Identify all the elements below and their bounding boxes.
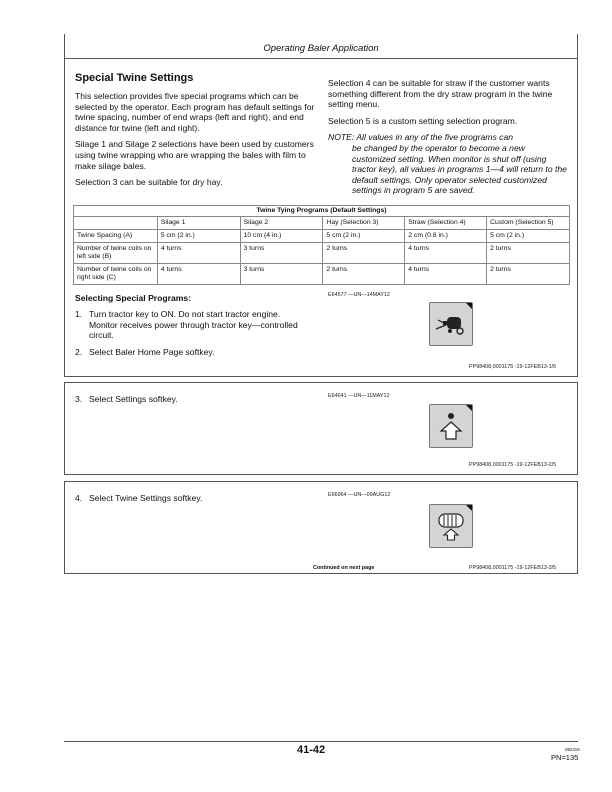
- figure-reference: E64641 —UN—11MAY12: [328, 393, 390, 399]
- custom-paragraph: Selection 5 is a custom setting selection program.: [328, 115, 518, 126]
- block2-right-border: [577, 382, 578, 474]
- step-number: 3.: [75, 394, 83, 404]
- block2-bottom-border: [64, 474, 578, 475]
- step-2: [75, 347, 315, 358]
- table-row: [74, 264, 570, 285]
- silage-paragraph: Silage 1 and Silage 2 selections have been used by customers using twine wrapping who are wrapping the bales with film to make silage bales.: [75, 139, 314, 171]
- table-cell: 4 turns: [157, 264, 240, 285]
- twine-settings-softkey-image: [429, 504, 473, 548]
- document-reference: PP98408,0001175 -19-12FEB13-1/5: [469, 364, 557, 370]
- table-cell: 2 turns: [323, 243, 405, 264]
- step-1: [75, 309, 315, 341]
- table-cell: 2 turns: [487, 264, 570, 285]
- table-header-cell: Straw (Selection 4): [405, 217, 487, 230]
- table-header-cell: Custom (Selection 5): [487, 217, 570, 230]
- right-column: [328, 78, 570, 196]
- header-rule: [64, 58, 578, 59]
- table-cell: 5 cm (2 in.): [323, 230, 405, 243]
- table-title-row: [74, 206, 570, 217]
- note-text: [328, 132, 570, 196]
- table-cell: 3 turns: [240, 264, 323, 285]
- figure-reference: E66964 —UN—09AUG12: [328, 492, 391, 498]
- table-cell: 10 cm (4 in.): [240, 230, 323, 243]
- table-cell: 2 cm (0.8 in.): [405, 230, 487, 243]
- table-header-row: [74, 217, 570, 230]
- hay-paragraph: Selection 3 can be suitable for dry hay.: [75, 177, 223, 188]
- table-cell: 2 turns: [487, 243, 570, 264]
- note-first-line: NOTE: All values in any of the five programs can: [328, 132, 514, 143]
- table-header-cell: Silage 1: [157, 217, 240, 230]
- continued-note: Continued on next page: [313, 565, 375, 571]
- step-4: [75, 493, 202, 504]
- block1-bottom-border: [64, 376, 578, 377]
- step-number: 1.: [75, 309, 83, 319]
- step-3: [75, 394, 178, 405]
- left-column: [75, 91, 315, 188]
- table-cell: 4 turns: [405, 264, 487, 285]
- block3-right-border: [577, 481, 578, 573]
- table-cell: 3 turns: [240, 243, 323, 264]
- table-header-cell: [74, 217, 158, 230]
- selecting-programs-heading: Selecting Special Programs:: [75, 293, 192, 303]
- settings-arrow-icon: [430, 405, 472, 447]
- note-continuation: be changed by the operator to become a new customized setting. When monitor is shut off (using tractor key), all values in programs 1—4 will return to the default settings. Only operator selected customized settings in program 5 are saved.: [352, 142, 567, 196]
- step-text: Select Twine Settings softkey.: [89, 493, 203, 503]
- intro-paragraph: This selection provides five special programs which can be selected by the operator. Each program has default settings for twine spacing, number of end wraps (left and right), and end distance for twine (left and right).: [75, 91, 315, 133]
- table-cell: Number of twine coils on right side (C): [74, 264, 158, 285]
- document-reference: PP98408,0001175 -19-12FEB13-2/5: [469, 462, 557, 468]
- document-reference: PP98408,0001175 -19-12FEB13-3/5: [469, 565, 557, 571]
- step-text: Turn tractor key to ON. Do not start tractor engine.: [89, 309, 281, 319]
- block2-top-border: [64, 382, 578, 383]
- section-title: Special Twine Settings: [75, 72, 194, 84]
- step-text: Select Baler Home Page softkey.: [89, 346, 215, 357]
- straw-paragraph: Selection 4 can be suitable for straw if the customer wants something different from the dry straw program in the twine setting menu.: [328, 78, 553, 110]
- step-number: 2.: [75, 346, 83, 357]
- table-title: Twine Tying Programs (Default Settings): [74, 206, 570, 217]
- footer-code: 082315: [565, 747, 580, 752]
- footer-pn: PN=135: [551, 753, 579, 762]
- table-cell: 2 turns: [323, 264, 405, 285]
- block3-left-border: [64, 481, 65, 573]
- baler-home-softkey-image: [429, 302, 473, 346]
- table-cell: 4 turns: [405, 243, 487, 264]
- table-cell: 5 cm (2 in.): [157, 230, 240, 243]
- table-header-cell: Silage 2: [240, 217, 323, 230]
- block1-left-border: [64, 58, 65, 376]
- settings-softkey-image: [429, 404, 473, 448]
- footer-rule: [64, 741, 578, 742]
- header-title: Operating Baler Application: [263, 43, 379, 54]
- block1-right-border: [577, 58, 578, 376]
- block2-left-border: [64, 382, 65, 474]
- table-cell: Number of twine coils on left side (B): [74, 243, 158, 264]
- step-text: Select Settings softkey.: [89, 394, 178, 404]
- table-header-cell: Hay (Selection 3): [323, 217, 405, 230]
- table-cell: 5 cm (2 in.): [487, 230, 570, 243]
- table-row: [74, 230, 570, 243]
- table-row: [74, 243, 570, 264]
- block3-top-border: [64, 481, 578, 482]
- block3-bottom-border: [64, 573, 578, 574]
- steps-1-2: [75, 309, 315, 357]
- figure-reference: E64577 —UN—14MAY12: [328, 292, 390, 298]
- twine-programs-table: [73, 205, 570, 285]
- step-text-continued: Monitor receives power through tractor key—controlled circuit.: [89, 319, 298, 341]
- baler-home-icon: [430, 303, 472, 345]
- table-cell: Twine Spacing (A): [74, 230, 158, 243]
- twine-roll-icon: [430, 505, 472, 547]
- step-number: 4.: [75, 493, 83, 503]
- table-cell: 4 turns: [157, 243, 240, 264]
- page-number: 41-42: [297, 744, 326, 756]
